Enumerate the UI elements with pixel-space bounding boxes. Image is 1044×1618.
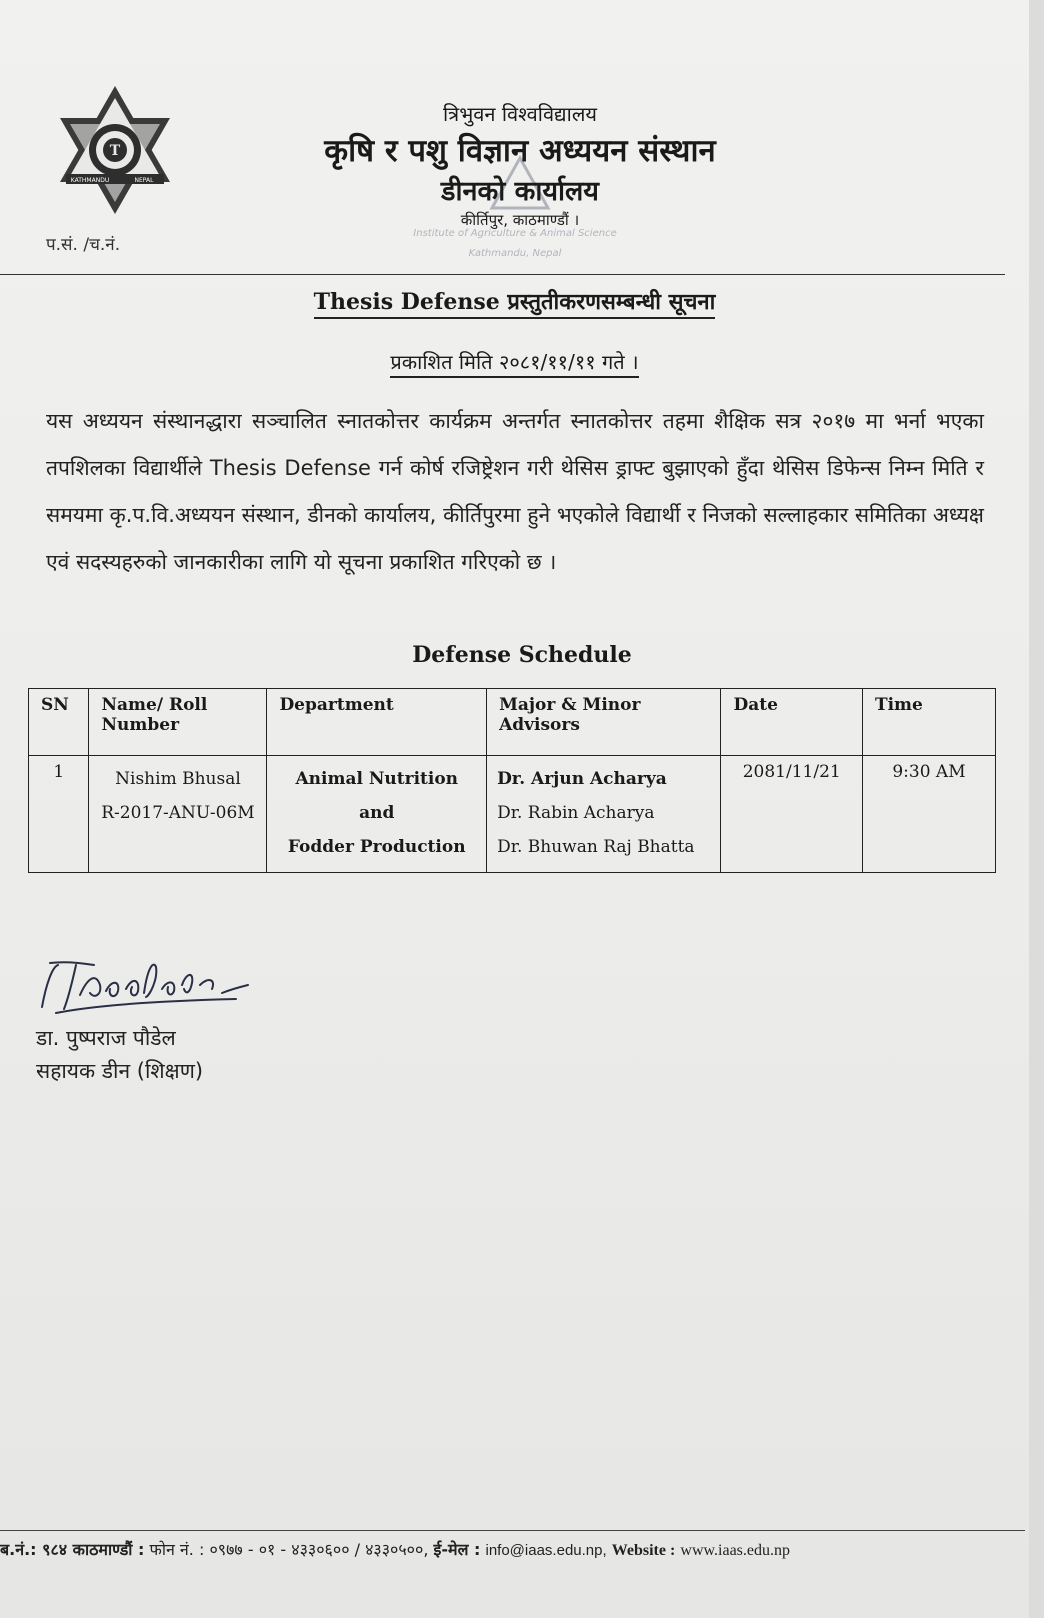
column-header-date: Date xyxy=(721,689,862,756)
major-advisor: Dr. Arjun Acharya xyxy=(497,769,667,789)
footer-divider xyxy=(0,1530,1025,1531)
minor-advisor-2: Dr. Bhuwan Raj Bhatta xyxy=(497,837,695,857)
university-name: त्रिभुवन विश्वविद्यालय xyxy=(442,102,598,126)
footer-website-label: Website : xyxy=(611,1542,676,1559)
institute-name: कृषि र पशु विज्ञान अध्ययन संस्थान xyxy=(324,133,716,169)
column-header-name xyxy=(89,689,267,756)
office-name: डीनको कार्यालय xyxy=(441,176,599,207)
office-location: कीर्तिपुर, काठमाण्डौं । xyxy=(460,211,580,229)
handwritten-signature xyxy=(36,955,256,1015)
roll-number: R-2017-ANU-06M xyxy=(101,803,255,823)
notice-title xyxy=(0,286,1029,316)
header-divider xyxy=(0,274,1005,275)
table-row xyxy=(29,756,996,873)
cell-name-roll xyxy=(89,756,267,873)
footer-website-value: www.iaas.edu.np xyxy=(680,1542,790,1559)
footer-phone-value: ०९७७ - ०१ - ४३३०६०० / ४३३०५००, xyxy=(209,1540,429,1559)
signatory-name: डा. पुष्पराज पौडेल xyxy=(36,1026,176,1050)
column-header-name-line1: Name/ Roll xyxy=(101,695,208,715)
footer-email-value: info@iaas.edu.np, xyxy=(485,1542,607,1559)
department-line2: Fodder Production xyxy=(287,837,466,857)
signatory-block xyxy=(36,1022,203,1088)
signatory-designation: सहायक डीन (शिक्षण) xyxy=(36,1059,204,1083)
footer-email-label: ई-मेल : xyxy=(433,1540,481,1559)
notice-title-text: Thesis Defense प्रस्तुतीकरणसम्बन्धी सूचना xyxy=(314,289,716,319)
column-header-time: Time xyxy=(862,689,995,756)
svg-text:KATHMANDU: KATHMANDU xyxy=(70,177,110,184)
student-name: Nishim Bhusal xyxy=(115,769,241,789)
svg-text:Institute of Agriculture & Ani: Institute of Agriculture & Animal Science xyxy=(413,228,617,239)
footer-phone-label: फोन नं. : xyxy=(149,1540,205,1559)
column-header-name-line2: Number xyxy=(101,715,180,735)
university-emblem-icon xyxy=(52,82,178,218)
cell-department xyxy=(267,756,487,873)
svg-text:T: T xyxy=(109,143,121,159)
reference-number-label: प.सं. /च.नं. xyxy=(46,235,121,255)
svg-text:NEPAL: NEPAL xyxy=(134,177,154,184)
cell-sn: 1 xyxy=(29,756,89,873)
published-date-text: प्रकाशित मिति २०८१/११/११ गते । xyxy=(390,350,638,378)
minor-advisor-1: Dr. Rabin Acharya xyxy=(497,803,655,823)
department-line1: Animal Nutrition and xyxy=(295,769,459,823)
footer-box-label: ब.नं.: ९८४ काठमाण्डौं : xyxy=(0,1540,145,1559)
svg-text:Kathmandu, Nepal: Kathmandu, Nepal xyxy=(468,248,562,259)
cell-advisors xyxy=(487,756,721,873)
letterhead-footer xyxy=(0,1538,1029,1560)
table-header-row xyxy=(29,689,996,756)
cell-date: 2081/11/21 xyxy=(721,756,862,873)
column-header-department: Department xyxy=(267,689,487,756)
cell-time: 9:30 AM xyxy=(862,756,995,873)
column-header-advisors: Major & Minor Advisors xyxy=(487,689,721,756)
notice-body: यस अध्ययन संस्थानद्धारा सञ्चालित स्नातकोत्तर कार्यक्रम अन्तर्गत स्नातकोत्तर तहमा शैक्षिक सत्र २०१७ मा भर्ना भएका तपशिलका विद्यार्थीले Thesis Defense गर्न कोर्ष रजिष्ट्रेशन गरी थेसिस ड्राफ्ट बुझाएको हुँदा थेसिस डिफेन्स निम्न मिति र समयमा कृ.प.वि.अध्ययन संस्थान, डीनको कार्यालय, कीर्तिपुरमा हुने भएकोले विद्यार्थी र निजको सल्लाहकार समितिका अध्यक्ष एवं सदस्यहरुको जानकारीका लागि यो सूचना प्रकाशित गरिएको छ । xyxy=(46,409,984,574)
defense-schedule-table xyxy=(28,688,996,873)
published-date xyxy=(0,348,1029,375)
column-header-sn: SN xyxy=(29,689,89,756)
schedule-title: Defense Schedule xyxy=(412,642,632,668)
letterhead xyxy=(260,100,780,230)
